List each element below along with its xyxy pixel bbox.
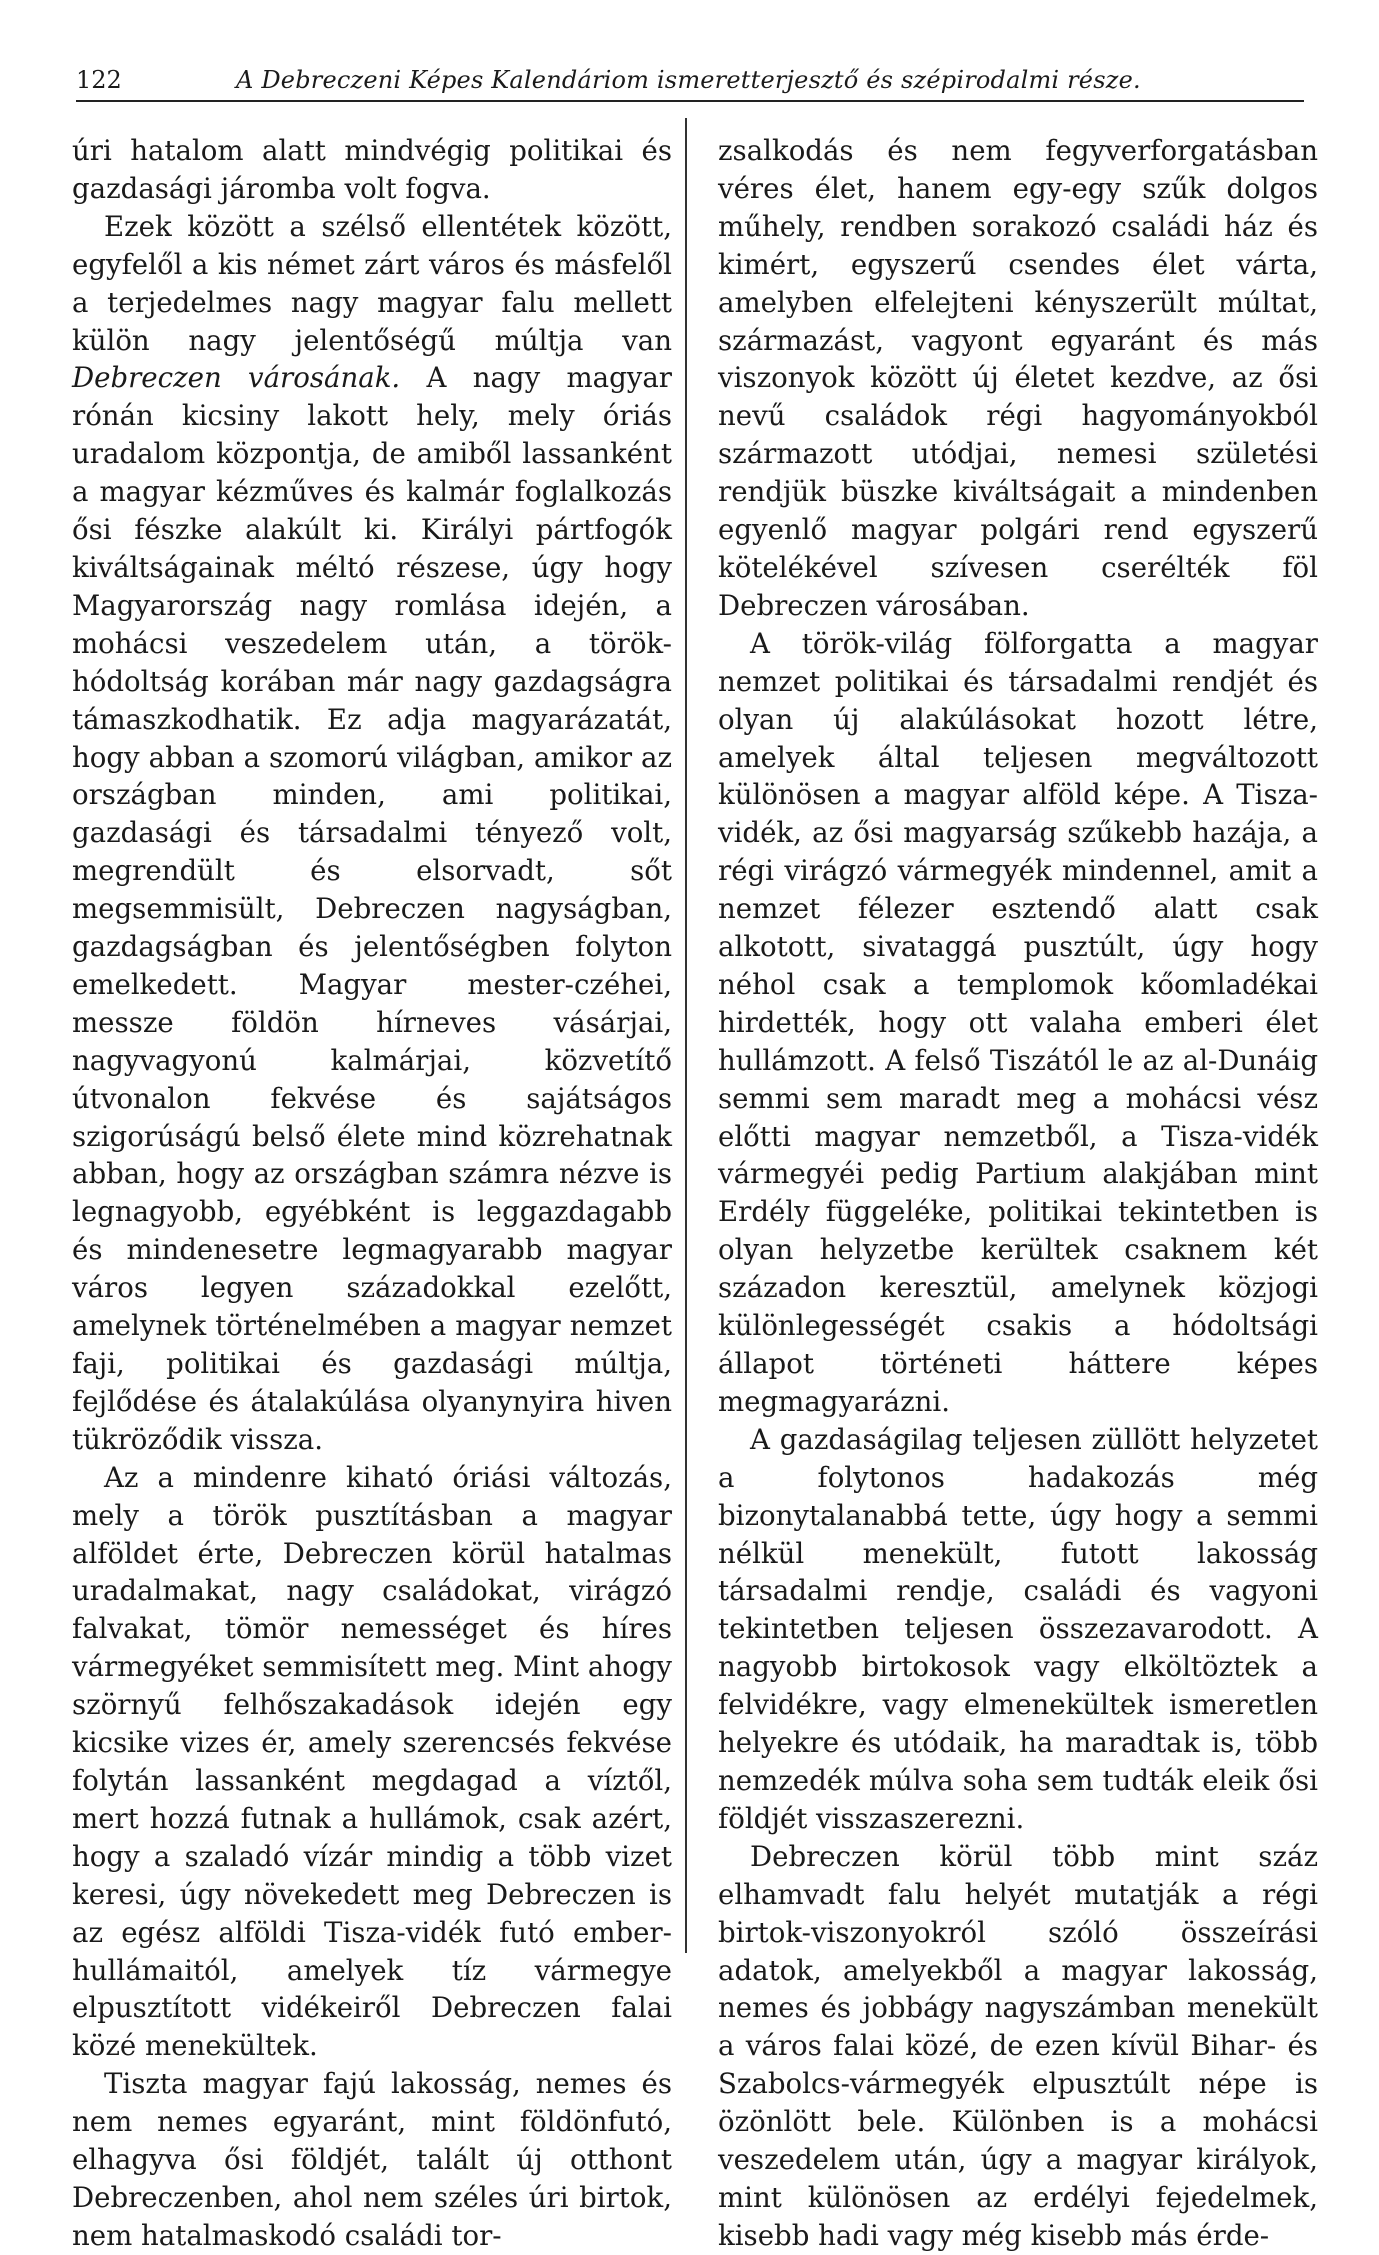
paragraph: A gazdaságilag teljesen züllött helyzetet a folytonos hadakozás még bizonytalanabbá tette, úgy hogy a semmi nélkül menekült, futott lakosság társadalmi rendje, családi és vagyoni tekintetben teljesen összezavarodott. A nagyobb birtokosok vagy elköltöztek a felvidékre, vagy elmenekültek ismeretlen helyekre és utódaik, ha maradtak is, több nemzedék múlva soha sem tudták eleik ősi földjét visszaszerezni.: [718, 1422, 1318, 1835]
paragraph: [72, 208, 672, 1459]
running-header: [76, 62, 1304, 98]
right-column: [718, 132, 1318, 2255]
left-column: [72, 132, 672, 2255]
page-number: 122: [76, 66, 122, 94]
paragraph-text: Ezek között a szélső ellentétek között, egyfelől a kis német zárt város és másfelől a terjedelmes nagy magyar falu mellett külön nagy jelentőségű múltja van: [72, 209, 672, 357]
column-divider: [685, 118, 687, 1953]
paragraph: A török-világ fölforgatta a magyar nemzet politikai és társadalmi rendjét és olyan új alakúlásokat hozott létre, amelyek által teljesen megváltozott különösen a magyar alföld képe. A Tisza-vidék, az ősi magyarság szűkebb hazája, a régi virágzó vármegyék mindennel, amit a nemzet félezer esztendő alatt csak alkotott, sivataggá pusztúlt, úgy hogy néhol csak a templomok kőomladékai hirdették, hogy ott valaha emberi élet hullámzott. A felső Tiszától le az al-Dunáig semmi sem maradt meg a mohácsi vész előtti magyar nemzetből, a Tisza-vidék vármegyéi pedig Partium alakjában mint Erdély függeléke, politikai tekintetben is olyan helyzetbe kerültek csaknem két századon keresztül, amelynek közjogi különlegességét csakis a hódoltsági állapot történeti háttere képes megmagyarázni.: [718, 626, 1318, 1418]
paragraph: úri hatalom alatt mindvégig politikai és gazdasági járomba volt fogva.: [72, 134, 672, 205]
emphasis-text: Debreczen városának.: [72, 361, 401, 395]
paragraph: Az a mindenre kiható óriási változás, mely a török pusztításban a magyar alföldet érte, Debreczen körül hatalmas uradalmakat, nagy családokat, virágzó falvakat, tömör nemességet és híres vármegyéket semmisített meg. Mint ahogy szörnyű felhőszakadások idején egy kicsike vizes ér, amely szerencsés fekvése folytán lassanként megdagad a víztől, mert hozzá futnak a hullámok, csak azért, hogy a szaladó vízár mindig a több vizet keresi, úgy növekedett meg Debreczen is az egész alföldi Tisza-vidék futó ember-hullámaitól, amelyek tíz vármegye elpusztított vidékeiről Debreczen falai közé menekültek.: [72, 1460, 672, 2063]
paragraph: zsalkodás és nem fegyverforgatásban véres élet, hanem egy-egy szűk dolgos műhely, rendben sorakozó családi ház és kimért, egyszerű csendes élet várta, amelyben elfelejteni kényszerült múltat, származást, vagyont egyaránt és más viszonyok között új életet kezdve, az ősi nevű családok régi hagyományokból származott utódjai, nemesi születési rendjük büszke kiváltságait a mindenben egyenlő magyar polgári rend egyszerű kötelékével szívesen cserélték föl Debreczen városában.: [718, 134, 1318, 622]
paragraph: Tiszta magyar fajú lakosság, nemes és nem nemes egyaránt, mint földönfutó, elhagyva ősi földjét, talált új otthont Debreczenben, ahol nem széles úri birtok, nem hatalmaskodó családi tor-: [72, 2067, 672, 2252]
paragraph: Debreczen körül több mint száz elhamvadt falu helyét mutatják a régi birtok-viszonyokról szóló összeírási adatok, amelyekből a magyar lakosság, nemes és jobbágy nagyszámban menekült a város falai közé, de ezen kívül Bihar- és Szabolcs-vármegyék elpusztúlt népe is özönlött bele. Különben is a mohácsi veszedelem után, úgy a magyar királyok, mint különösen az erdélyi fejedelmek, kisebb hadi vagy még kisebb más érde-: [718, 1839, 1318, 2252]
header-rule: [76, 100, 1304, 102]
running-title: A Debreczeni Képes Kalendáriom ismeretterjesztő és szépirodalmi része.: [236, 66, 1141, 94]
paragraph-text: A nagy magyar rónán kicsiny lakott hely, mely óriás uradalom központja, de amiből lassanként a magyar kézműves és kalmár foglalkozás ősi fészke alakúlt ki. Királyi pártfogók kiváltságainak méltó részese, úgy hogy Magyarország nagy romlása idején, a mohácsi veszedelem után, a török-hódoltság korában már nagy gazdagságra támaszkodhatik. Ez adja magyarázatát, hogy abban a szomorú világban, amikor az országban minden, ami politikai, gazdasági és társadalmi tényező volt, megrendült és elsorvadt, sőt megsemmisült, Debreczen nagyságban, gazdagságban és jelentőségben folyton emelkedett. Magyar mester-czéhei, messze földön hírneves vásárjai, nagyvagyonú kalmárjai, közvetítő útvonalon fekvése és sajátságos szigorúságú belső élete mind közrehatnak abban, hogy az országban számra nézve is legnagyobb, egyébként is leggazdagabb és mindenesetre legmagyarabb magyar város legyen századokkal ezelőtt, amelynek történelmében a magyar nemzet faji, politikai és gazdasági múltja, fejlődése és átalakúlása olyanynyira hiven tükröződik vissza.: [72, 361, 672, 1456]
